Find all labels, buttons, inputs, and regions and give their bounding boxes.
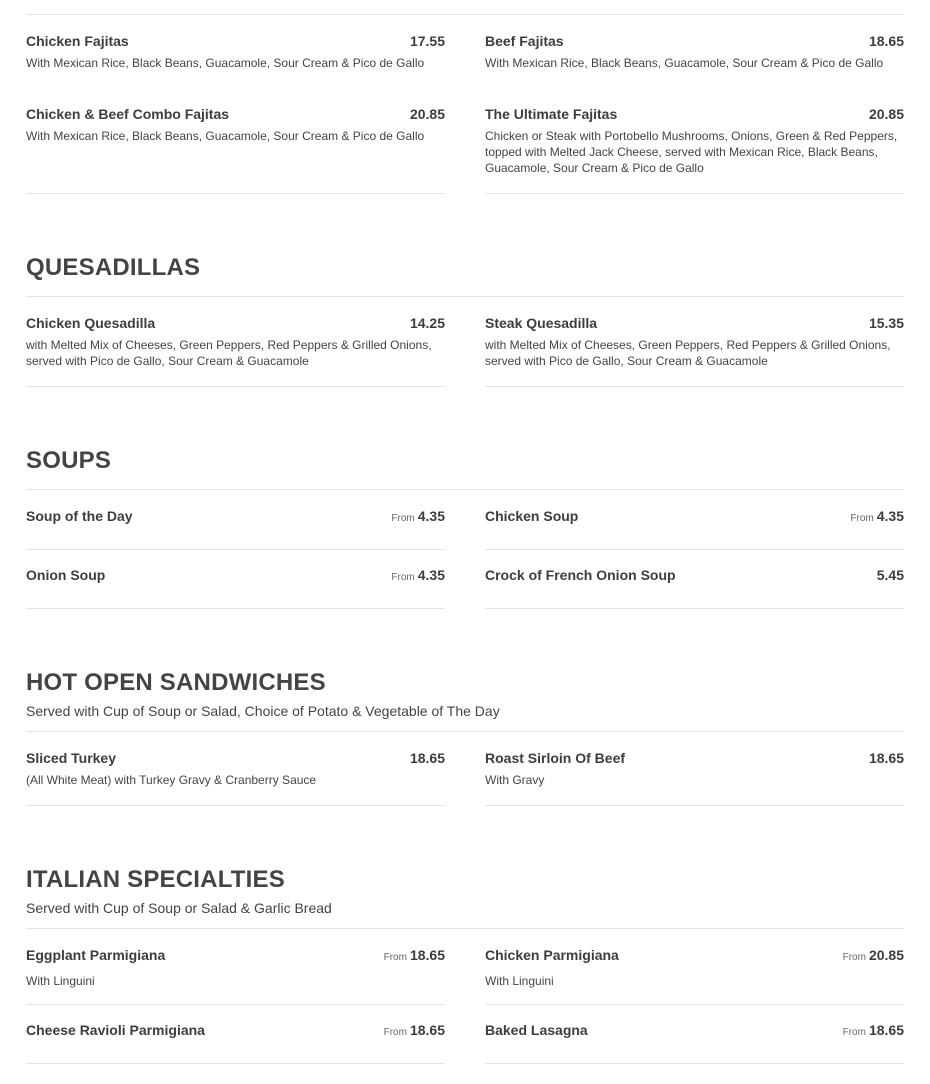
item-price: 15.35 [868, 315, 904, 331]
item-name: Beef Fajitas [485, 33, 564, 49]
item-name: Crock of French Onion Soup [485, 567, 676, 583]
item-price [843, 1022, 904, 1041]
divider [26, 386, 445, 387]
section-title-soups: SOUPS [26, 447, 112, 474]
section-title-hot-sandwiches: HOT OPEN SANDWICHES [26, 669, 326, 696]
section-subtitle: Served with Cup of Soup or Salad & Garlic Bread [26, 900, 332, 916]
item-price: 18.65 [409, 750, 445, 766]
item-description: Chicken or Steak with Portobello Mushrooms, Onions, Green & Red Peppers, topped with Melted Jack Cheese, served with Mexican Rice, Black Beans, Guacamole, Sour Cream & Pico de Gallo [485, 129, 898, 175]
from-label: From [383, 952, 407, 963]
menu-item[interactable] [485, 106, 904, 176]
item-price [850, 508, 904, 527]
item-name: Roast Sirloin Of Beef [485, 750, 626, 766]
price-value: 4.35 [417, 567, 445, 583]
menu-item[interactable] [485, 1022, 904, 1041]
menu-item[interactable] [485, 750, 904, 788]
item-description: With Linguini [485, 974, 554, 988]
item-name: Chicken Quesadilla [26, 315, 156, 331]
divider [485, 805, 904, 806]
section-title-quesadillas: QUESADILLAS [26, 254, 201, 281]
divider [26, 1063, 445, 1064]
item-name: Soup of the Day [26, 508, 133, 524]
menu-item[interactable] [26, 947, 445, 989]
from-label: From [850, 513, 874, 524]
price-value: 20.85 [868, 947, 904, 963]
menu-item[interactable] [485, 947, 904, 989]
menu-item[interactable] [26, 750, 445, 788]
divider [26, 608, 445, 609]
item-price [843, 947, 904, 966]
item-name: The Ultimate Fajitas [485, 106, 618, 122]
divider [26, 14, 904, 15]
divider [26, 928, 904, 929]
item-price: 20.85 [868, 106, 904, 122]
divider [26, 549, 445, 550]
divider [26, 805, 445, 806]
menu-item[interactable] [485, 567, 904, 586]
item-name: Eggplant Parmigiana [26, 947, 166, 963]
divider [485, 1004, 904, 1005]
item-name: Chicken & Beef Combo Fajitas [26, 106, 230, 122]
item-description: with Melted Mix of Cheeses, Green Peppers, Red Peppers & Grilled Onions, served with Pico de Gallo, Sour Cream & Guacamole [485, 338, 891, 368]
menu-item[interactable] [485, 508, 904, 527]
item-price: 17.55 [409, 33, 445, 49]
from-label: From [391, 572, 415, 583]
divider [26, 296, 904, 297]
menu-item[interactable] [485, 33, 904, 71]
menu-item[interactable] [26, 1022, 445, 1041]
menu-item[interactable] [26, 567, 445, 586]
section-title-italian: ITALIAN SPECIALTIES [26, 866, 285, 893]
item-name: Chicken Fajitas [26, 33, 129, 49]
menu-item[interactable] [26, 106, 445, 144]
item-name: Onion Soup [26, 567, 106, 583]
item-price: 18.65 [868, 750, 904, 766]
menu-item[interactable] [26, 33, 445, 71]
item-description: With Linguini [26, 974, 95, 988]
item-price [384, 1022, 445, 1041]
from-label: From [842, 1027, 866, 1038]
item-name: Steak Quesadilla [485, 315, 598, 331]
item-name: Cheese Ravioli Parmigiana [26, 1022, 205, 1038]
divider [485, 1063, 904, 1064]
divider [485, 386, 904, 387]
item-description: With Mexican Rice, Black Beans, Guacamole, Sour Cream & Pico de Gallo [26, 129, 425, 143]
from-label: From [842, 952, 866, 963]
price-value: 4.35 [417, 508, 445, 524]
price-value: 18.65 [868, 1022, 904, 1038]
divider [26, 1004, 445, 1005]
divider [485, 608, 904, 609]
item-name: Chicken Parmigiana [485, 947, 619, 963]
item-price: 14.25 [409, 315, 445, 331]
from-label: From [383, 1027, 407, 1038]
item-description: With Mexican Rice, Black Beans, Guacamole, Sour Cream & Pico de Gallo [26, 56, 425, 70]
item-name: Chicken Soup [485, 508, 579, 524]
item-price [391, 567, 445, 586]
divider [26, 489, 904, 490]
menu-item[interactable] [26, 315, 445, 369]
item-price [384, 947, 445, 966]
price-value: 5.45 [876, 567, 904, 583]
divider [26, 731, 904, 732]
divider [485, 549, 904, 550]
item-description: With Gravy [485, 773, 545, 787]
menu-item[interactable] [26, 508, 445, 527]
item-price [874, 567, 904, 586]
item-description: with Melted Mix of Cheeses, Green Peppers, Red Peppers & Grilled Onions, served with Pico de Gallo, Sour Cream & Guacamole [26, 338, 432, 368]
item-price: 20.85 [409, 106, 445, 122]
price-value: 18.65 [409, 1022, 445, 1038]
divider [26, 193, 445, 194]
from-label: From [391, 513, 415, 524]
item-price [391, 508, 445, 527]
item-name: Baked Lasagna [485, 1022, 588, 1038]
item-description: With Mexican Rice, Black Beans, Guacamole, Sour Cream & Pico de Gallo [485, 56, 884, 70]
divider [485, 193, 904, 194]
section-subtitle: Served with Cup of Soup or Salad, Choice of Potato & Vegetable of The Day [26, 703, 500, 719]
item-description: (All White Meat) with Turkey Gravy & Cranberry Sauce [26, 773, 317, 787]
item-name: Sliced Turkey [26, 750, 117, 766]
menu-item[interactable] [485, 315, 904, 369]
item-price: 18.65 [868, 33, 904, 49]
price-value: 18.65 [409, 947, 445, 963]
price-value: 4.35 [876, 508, 904, 524]
